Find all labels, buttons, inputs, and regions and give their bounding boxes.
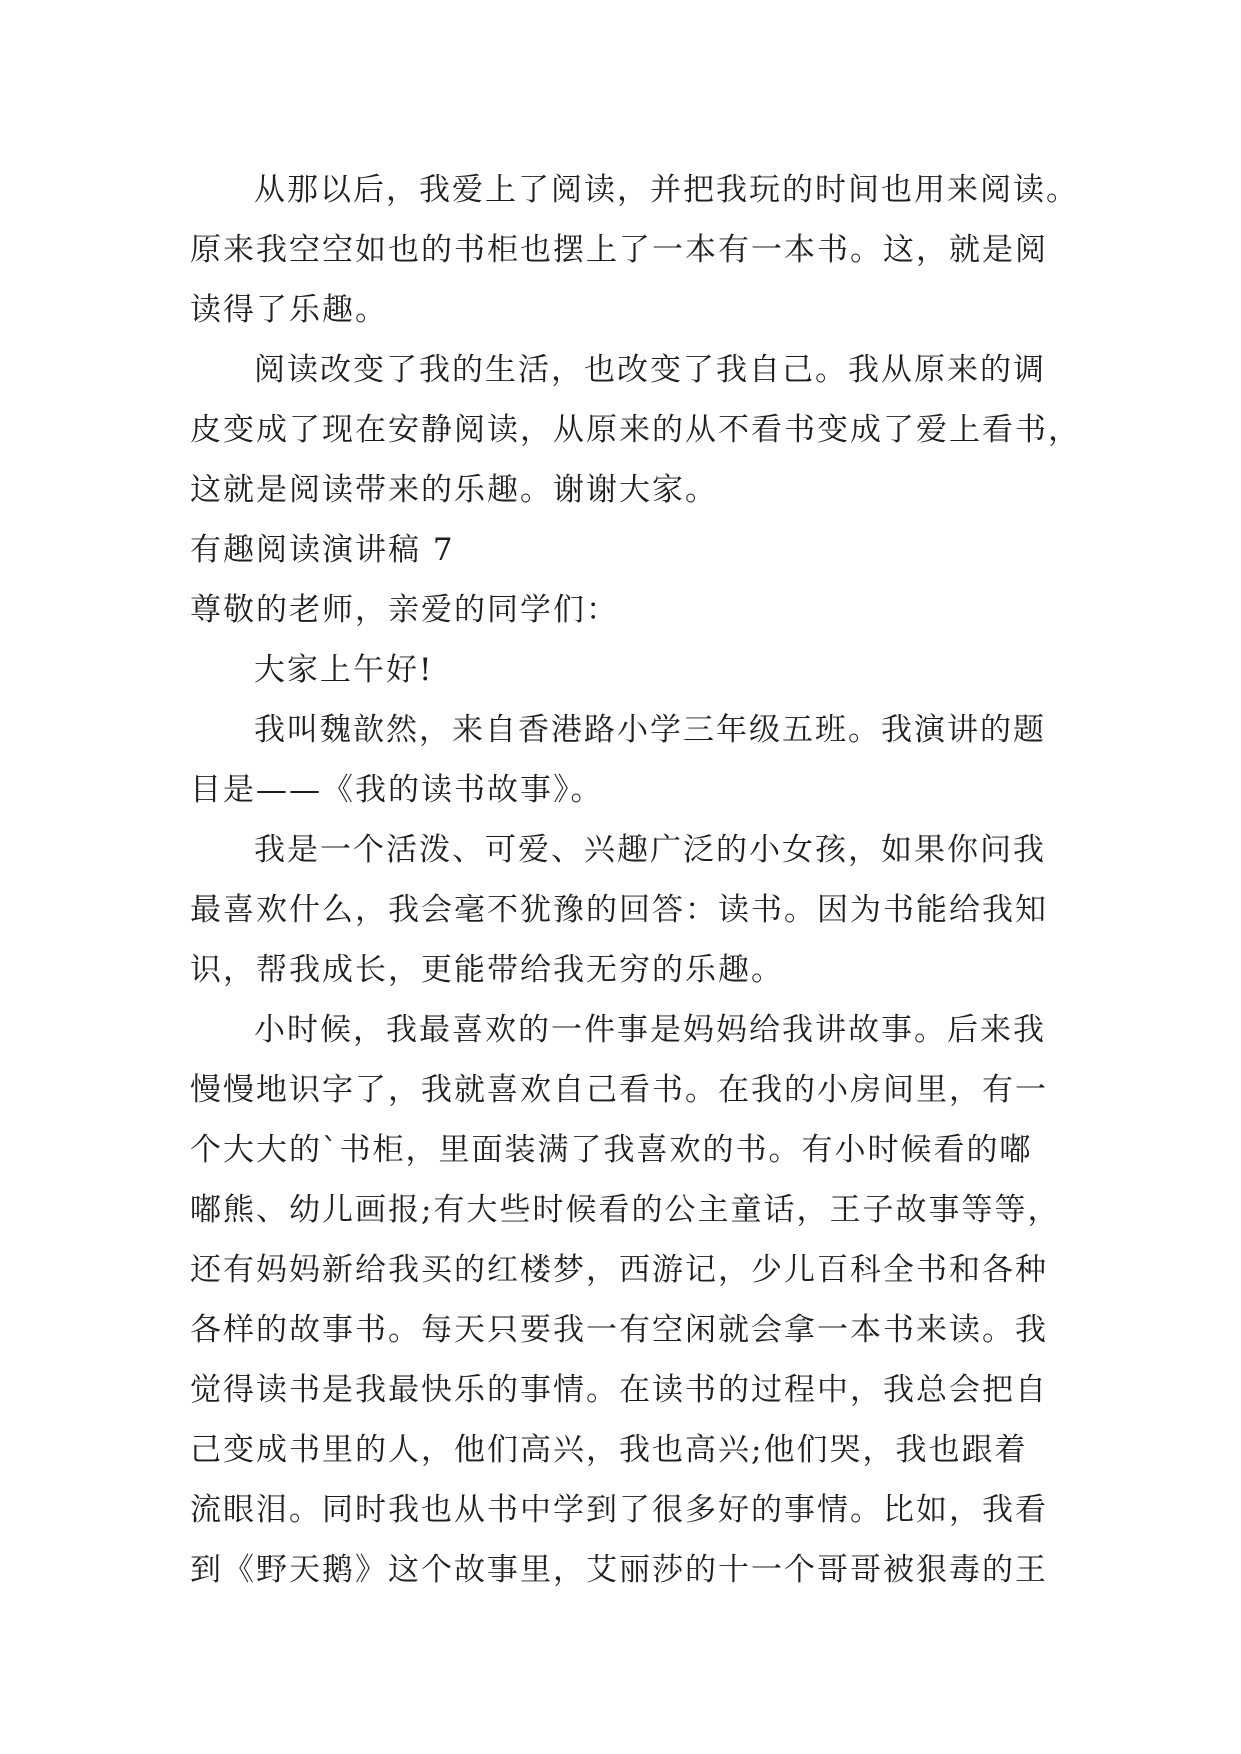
text-line: 目是——《我的读书故事》。 (190, 772, 604, 808)
text-line: 读得了乐趣。 (190, 292, 388, 328)
text-line: 慢慢地识字了，我就喜欢自己看书。在我的小房间里，有一 (190, 1072, 1048, 1108)
text-line: 嘟熊、幼儿画报;有大些时候看的公主童话，王子故事等等， (190, 1192, 1061, 1228)
section-heading: 有趣阅读演讲稿 7 (190, 532, 455, 568)
text-line: 各样的故事书。每天只要我一有空闲就会拿一本书来读。我 (190, 1312, 1048, 1348)
greeting: 大家上午好! (254, 652, 434, 688)
text-line: 最喜欢什么，我会毫不犹豫的回答：读书。因为书能给我知 (190, 892, 1048, 928)
text-line: 流眼泪。同时我也从书中学到了很多好的事情。比如，我看 (190, 1492, 1048, 1528)
text-line: 个大大的`书柜，里面装满了我喜欢的书。有小时候看的嘟 (190, 1132, 1033, 1168)
text-line: 我是一个活泼、可爱、兴趣广泛的小女孩，如果你问我 (254, 832, 1046, 868)
text-line: 还有妈妈新给我买的红楼梦，西游记，少儿百科全书和各种 (190, 1252, 1048, 1288)
text-line: 识，帮我成长，更能带给我无穷的乐趣。 (190, 952, 784, 988)
text-line: 原来我空空如也的书柜也摆上了一本有一本书。这，就是阅 (190, 232, 1048, 268)
text-line: 阅读改变了我的生活，也改变了我自己。我从原来的调 (254, 352, 1046, 388)
text-line: 从那以后，我爱上了阅读，并把我玩的时间也用来阅读。 (254, 172, 1079, 208)
text-line: 觉得读书是我最快乐的事情。在读书的过程中，我总会把自 (190, 1372, 1048, 1408)
salutation: 尊敬的老师，亲爱的同学们： (190, 592, 619, 628)
document-body (190, 160, 1081, 1600)
text-line: 皮变成了现在安静阅读，从原来的从不看书变成了爱上看书， (190, 412, 1081, 448)
text-line: 我叫魏歆然，来自香港路小学三年级五班。我演讲的题 (254, 712, 1046, 748)
text-line: 到《野天鹅》这个故事里，艾丽莎的十一个哥哥被狠毒的王 (190, 1552, 1048, 1588)
text-line: 这就是阅读带来的乐趣。谢谢大家。 (190, 472, 718, 508)
text-line: 小时候，我最喜欢的一件事是妈妈给我讲故事。后来我 (254, 1012, 1046, 1048)
text-line: 己变成书里的人，他们高兴，我也高兴;他们哭，我也跟着 (190, 1432, 1028, 1468)
